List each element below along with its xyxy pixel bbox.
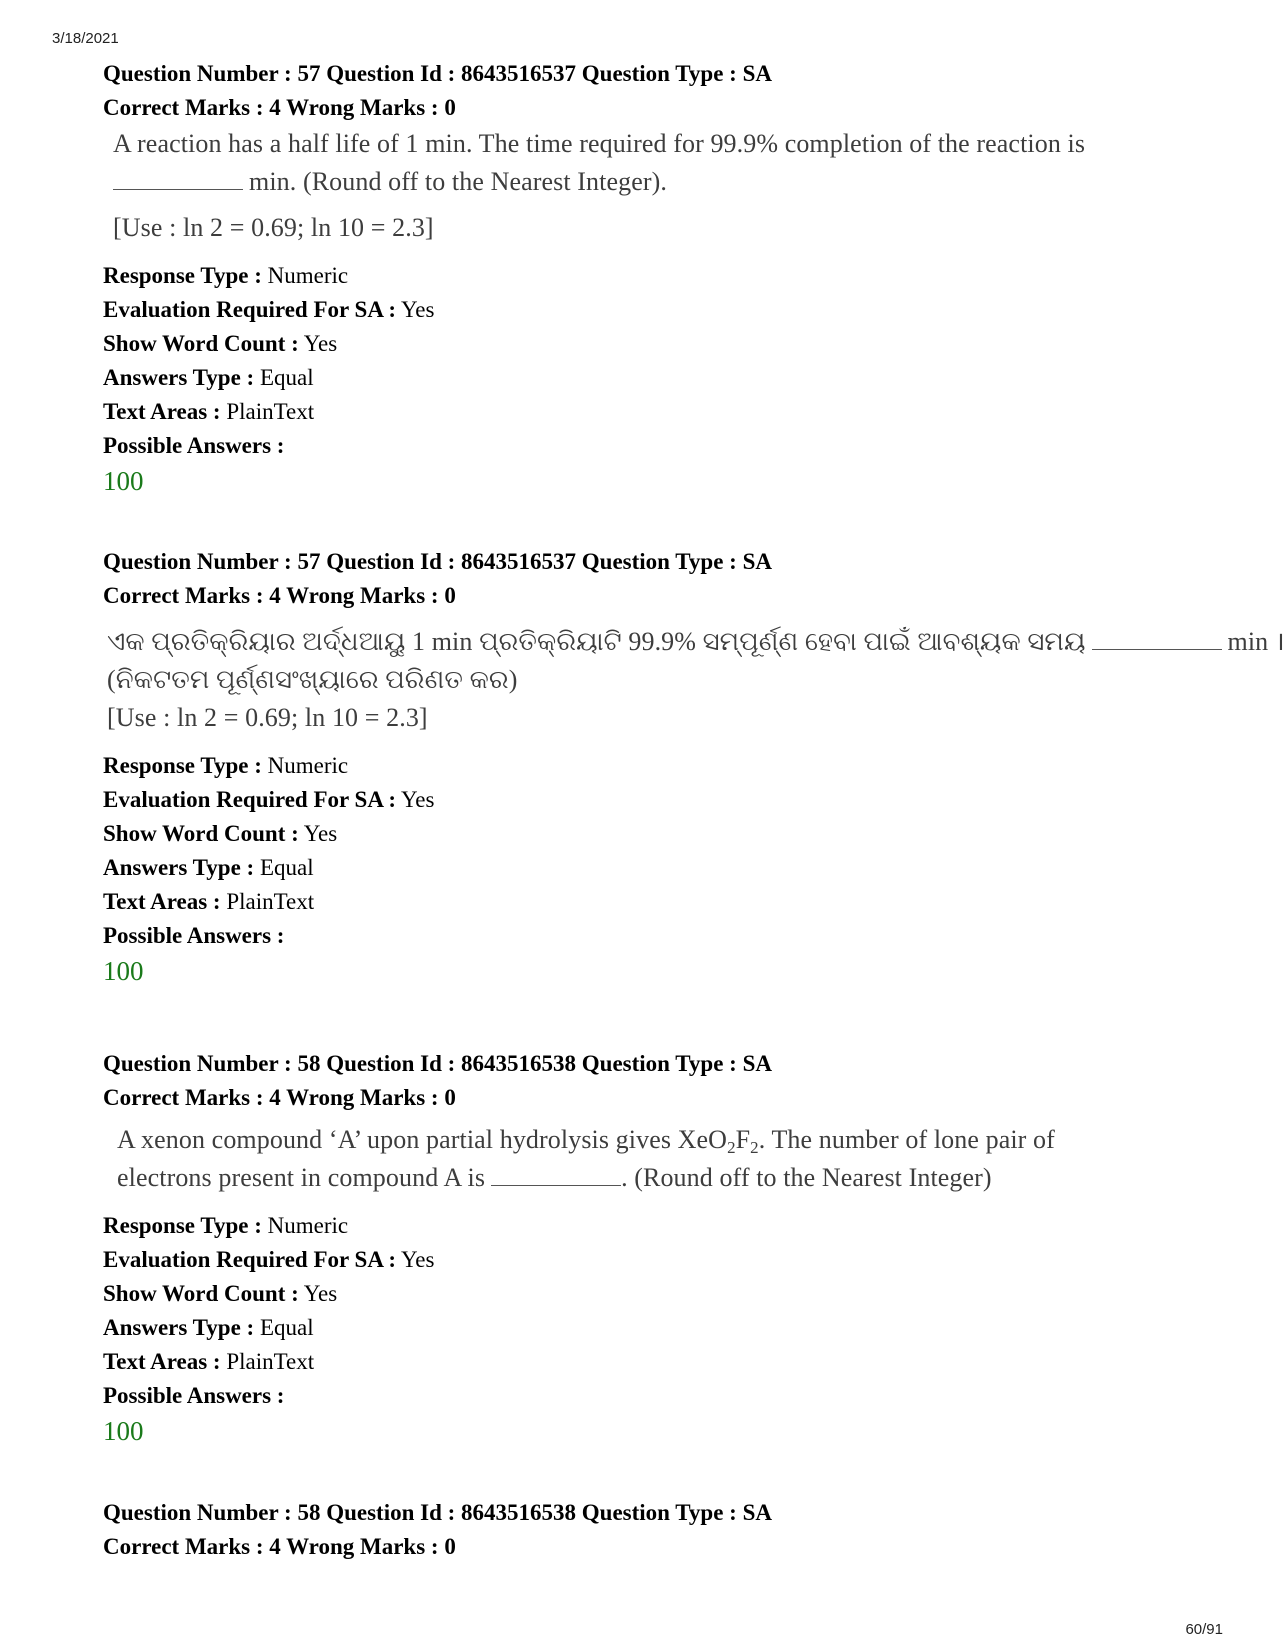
meta-show-word-count: [103, 327, 1183, 361]
question-meta: [103, 1209, 1183, 1449]
meta-label: Text Areas :: [103, 889, 221, 914]
question-header: Question Number : 58 Question Id : 8643516538 Question Type : SA: [103, 1051, 772, 1076]
stem-text: electrons present in compound A is: [117, 1163, 486, 1192]
answer-blank: [113, 167, 243, 190]
meta-label: Response Type :: [103, 263, 262, 288]
question-block: [103, 57, 1183, 499]
stem-line: A reaction has a half life of 1 min. The time required for 99.9% completion of the reaction is: [113, 129, 1086, 158]
meta-show-word-count: [103, 817, 1183, 851]
meta-label: Text Areas :: [103, 1349, 221, 1374]
meta-label: Answers Type :: [103, 855, 255, 880]
stem-line: [113, 163, 1183, 201]
meta-evaluation-required: [103, 1243, 1183, 1277]
meta-text-areas: [103, 1345, 1183, 1379]
meta-label: Show Word Count :: [103, 1281, 299, 1306]
meta-value: PlainText: [226, 889, 315, 914]
question-block: [103, 1496, 1183, 1564]
question-stem: [117, 1121, 1183, 1197]
meta-label: Show Word Count :: [103, 331, 299, 356]
stem-line: (ନିକଟତମ ପୂର୍ଣ୍ଣସଂଖ୍ୟାରେ ପରିଣତ କର): [107, 665, 518, 694]
stem-line: [117, 1121, 1183, 1159]
meta-show-word-count: [103, 1277, 1183, 1311]
meta-possible-answers: [103, 429, 1183, 463]
meta-text-areas: [103, 885, 1183, 919]
meta-value: Yes: [303, 1281, 338, 1306]
question-meta: [103, 259, 1183, 499]
question-block: [103, 1047, 1183, 1449]
stem-text: min. (Round off to the Nearest Integer).: [249, 167, 667, 196]
answer-blank: [1092, 627, 1222, 650]
question-stem: [107, 623, 1285, 737]
meta-response-type: [103, 749, 1183, 783]
question-header: Question Number : 57 Question Id : 8643516537 Question Type : SA: [103, 61, 772, 86]
meta-evaluation-required: [103, 783, 1183, 817]
question-marks: Correct Marks : 4 Wrong Marks : 0: [103, 1534, 456, 1559]
stem-text: ଏକ ପ୍ରତିକ୍ରିୟାର ଅର୍ଦ୍ଧଆୟୁ 1 min ପ୍ରତିକ୍ରିୟାଟି 99.9% ସମ୍ପୂର୍ଣ୍ଣ ହେବା ପାଇଁ ଆବଶ୍ୟକ ସମୟ: [107, 627, 1086, 656]
meta-value: Numeric: [267, 1213, 349, 1238]
stem-text: . The number of lone pair of: [758, 1125, 1055, 1154]
meta-label: Answers Type :: [103, 1315, 255, 1340]
answer-blank: [491, 1163, 621, 1186]
meta-value: Numeric: [267, 263, 349, 288]
meta-label: Evaluation Required For SA :: [103, 787, 397, 812]
question-marks: Correct Marks : 4 Wrong Marks : 0: [103, 1085, 456, 1110]
stem-line: [107, 623, 1285, 661]
subscript: 2: [727, 1138, 736, 1157]
possible-answer: 100: [103, 1416, 144, 1446]
meta-evaluation-required: [103, 293, 1183, 327]
meta-answers-type: [103, 851, 1183, 885]
meta-value: Yes: [303, 331, 338, 356]
meta-value: Yes: [303, 821, 338, 846]
meta-response-type: [103, 259, 1183, 293]
page-number: 60/91: [1185, 1621, 1223, 1638]
meta-label: Show Word Count :: [103, 821, 299, 846]
question-marks: Correct Marks : 4 Wrong Marks : 0: [103, 95, 456, 120]
meta-label: Evaluation Required For SA :: [103, 1247, 397, 1272]
meta-value: PlainText: [226, 399, 315, 424]
meta-label: Possible Answers :: [103, 1383, 285, 1408]
question-header: Question Number : 57 Question Id : 8643516537 Question Type : SA: [103, 549, 772, 574]
meta-text-areas: [103, 395, 1183, 429]
meta-value: Yes: [401, 1247, 435, 1272]
meta-label: Evaluation Required For SA :: [103, 297, 397, 322]
meta-value: Equal: [259, 365, 314, 390]
meta-value: Equal: [259, 1315, 314, 1340]
meta-label: Response Type :: [103, 753, 262, 778]
stem-text: F: [735, 1125, 751, 1154]
meta-label: Possible Answers :: [103, 923, 285, 948]
meta-label: Text Areas :: [103, 399, 221, 424]
stem-line: [117, 1159, 1183, 1197]
meta-value: Numeric: [267, 753, 349, 778]
stem-use-hint: [Use : ln 2 = 0.69; ln 10 = 2.3]: [113, 213, 434, 242]
possible-answer: 100: [103, 466, 144, 496]
stem-text: min ।: [1227, 627, 1285, 656]
meta-value: PlainText: [226, 1349, 315, 1374]
meta-possible-answers: [103, 919, 1183, 953]
meta-value: Equal: [259, 855, 314, 880]
meta-possible-answers: [103, 1379, 1183, 1413]
question-header: Question Number : 58 Question Id : 8643516538 Question Type : SA: [103, 1500, 772, 1525]
question-stem: [113, 125, 1183, 247]
meta-label: Answers Type :: [103, 365, 255, 390]
meta-response-type: [103, 1209, 1183, 1243]
meta-answers-type: [103, 1311, 1183, 1345]
meta-answers-type: [103, 361, 1183, 395]
meta-value: Yes: [401, 787, 435, 812]
stem-text: . (Round off to the Nearest Integer): [621, 1163, 992, 1192]
stem-use-hint: [Use : ln 2 = 0.69; ln 10 = 2.3]: [107, 703, 428, 732]
question-meta: [103, 749, 1183, 989]
question-block: [103, 545, 1285, 989]
meta-label: Possible Answers :: [103, 433, 285, 458]
page-date: 3/18/2021: [52, 30, 119, 47]
meta-value: Yes: [401, 297, 435, 322]
subscript: 2: [750, 1138, 759, 1157]
stem-text: A xenon compound ‘A’ upon partial hydrolysis gives XeO: [117, 1125, 728, 1154]
meta-label: Response Type :: [103, 1213, 262, 1238]
question-marks: Correct Marks : 4 Wrong Marks : 0: [103, 583, 456, 608]
possible-answer: 100: [103, 956, 144, 986]
